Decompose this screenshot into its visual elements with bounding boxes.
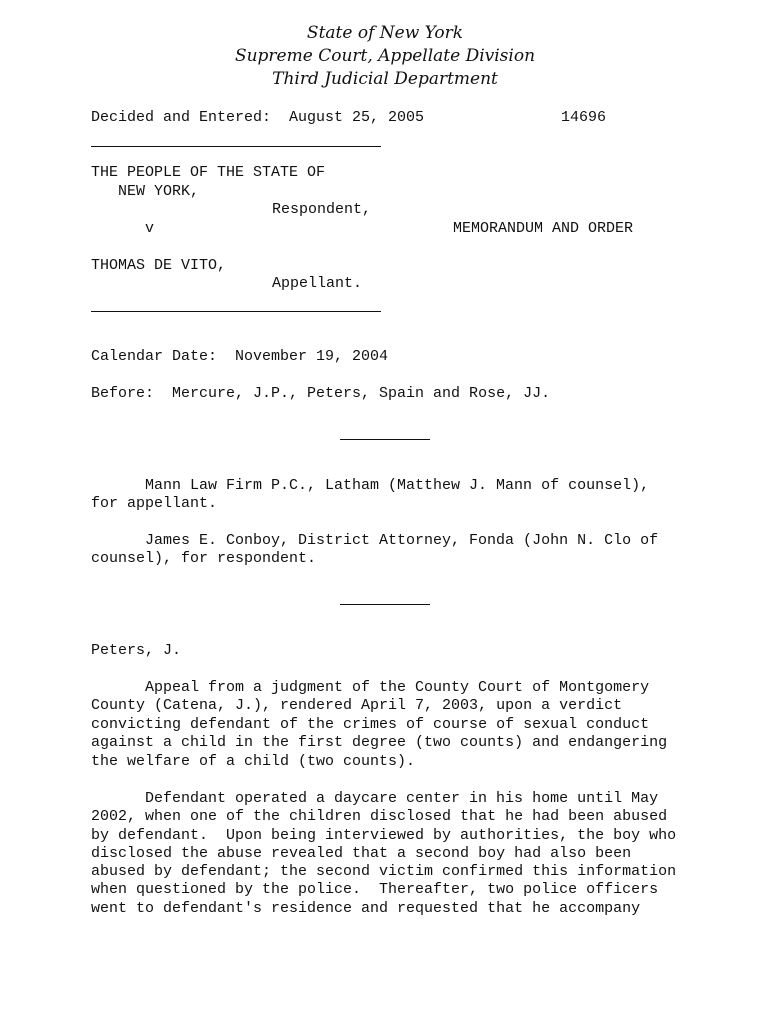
section-divider-1: [340, 439, 430, 440]
defendant-role: Appellant.: [272, 275, 363, 292]
court-department: Third Judicial Department: [272, 69, 498, 89]
section-divider-2: [340, 604, 430, 605]
calendar-label: Calendar Date:: [91, 348, 218, 365]
paragraph-line: convicting defendant of the crimes of course of sexual conduct: [91, 716, 650, 733]
paragraph-line: when questioned by the police. Thereafter, two police officers: [91, 881, 659, 898]
respondent-counsel-line2: counsel), for respondent.: [91, 550, 317, 567]
plaintiff-name-line1: THE PEOPLE OF THE STATE OF: [91, 164, 326, 181]
paragraph-line: 2002, when one of the children disclosed that he had been abused: [91, 808, 668, 825]
panel-judges: Before: Mercure, J.P., Peters, Spain and Rose, JJ.: [91, 385, 551, 402]
calendar-date: November 19, 2004: [235, 348, 389, 365]
versus: v: [145, 220, 155, 237]
appellant-counsel-line1: Mann Law Firm P.C., Latham (Matthew J. Mann of counsel),: [145, 477, 650, 494]
paragraph-line: disclosed the abuse revealed that a second boy had also been: [91, 845, 632, 862]
respondent-counsel-line1: James E. Conboy, District Attorney, Fonda (John N. Clo of: [145, 532, 659, 549]
document-type: MEMORANDUM AND ORDER: [453, 220, 634, 237]
opinion-author: Peters, J.: [91, 642, 182, 659]
plaintiff-role: Respondent,: [272, 201, 372, 218]
paragraph-line: against a child in the first degree (two counts) and endangering: [91, 734, 668, 751]
paragraph-line: abused by defendant; the second victim confirmed this information: [91, 863, 677, 880]
caption-rule-bottom: [91, 311, 381, 312]
decided-date: August 25, 2005: [289, 109, 425, 126]
caption-rule-top: [91, 146, 381, 147]
paragraph-line: Appeal from a judgment of the County Court of Montgomery: [145, 679, 650, 696]
appellant-counsel-line2: for appellant.: [91, 495, 218, 512]
court-name: Supreme Court, Appellate Division: [234, 46, 536, 66]
defendant-name: THOMAS DE VITO,: [91, 257, 227, 274]
paragraph-line: by defendant. Upon being interviewed by authorities, the boy who: [91, 827, 677, 844]
paragraph-line: Defendant operated a daycare center in his home until May: [145, 790, 659, 807]
paragraph-line: County (Catena, J.), rendered April 7, 2003, upon a verdict: [91, 697, 623, 714]
plaintiff-name-line2: NEW YORK,: [118, 183, 200, 200]
paragraph-line: the welfare of a child (two counts).: [91, 753, 416, 770]
court-state: State of New York: [306, 23, 464, 43]
docket-number: 14696: [561, 109, 607, 126]
paragraph-line: went to defendant's residence and requested that he accompany: [91, 900, 641, 917]
decided-label: Decided and Entered:: [91, 109, 272, 126]
